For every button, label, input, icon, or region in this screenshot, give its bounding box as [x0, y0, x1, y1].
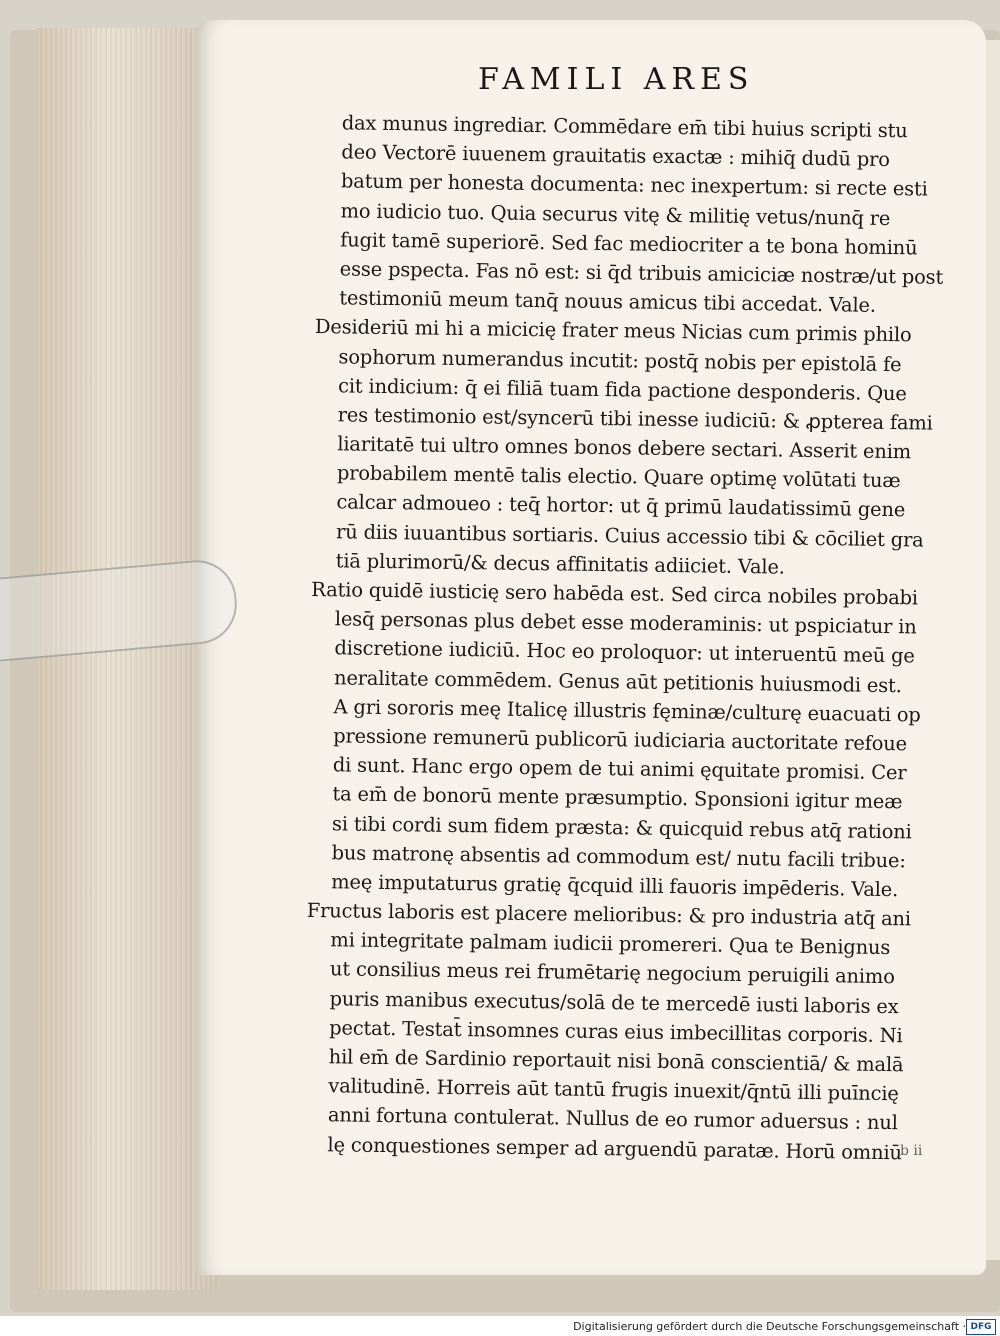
- text-line: lę conquestiones semper ad arguendū paratæ. Horū omniū: [327, 1132, 902, 1164]
- text-line: neralitate commēdem. Genus aūt petitionis huiusmodi est.: [333, 665, 902, 697]
- text-line: rū diis iuuantibus sortiaris. Cuius accessio tibi & cōciliet gra: [335, 519, 924, 552]
- text-line: lesq̄ personas plus debet esse moderaminis: ut pspiciatur in: [334, 607, 917, 639]
- text-line: meę imputaturus gratię q̄cquid illi fauoris impēderis. Vale.: [331, 870, 899, 902]
- funding-credit: Digitalisierung gefördert durch die Deutsche Forschungsgemeinschaft ·: [573, 1320, 966, 1333]
- text-line: pressione remunerū publicorū iudiciaria auctoritate refoue: [333, 724, 908, 756]
- dfg-logo: DFG: [966, 1319, 996, 1335]
- body-text: [303, 108, 958, 1168]
- text-line: cit indicium: q̄ ei filiā tuam fida pactione desponderis. Que: [337, 373, 907, 405]
- text-line: liaritatē tui ultro omnes bonos debere sectari. Asserit enim: [337, 432, 912, 464]
- running-title: FAMILI ARES: [478, 62, 755, 97]
- footer-bar: [0, 1316, 1000, 1336]
- text-line: tiā plurimorū/& decus affinitatis adiiciet. Vale.: [335, 549, 785, 579]
- text-line: sophorum numerandus incutit: postq̄ nobis per epistolā fe: [338, 344, 902, 376]
- text-line: calcar admoueo : teq̄ hortor: ut q̄ primū laudatissimū gene: [336, 490, 906, 522]
- text-line: ta em̄ de bonorū mente præsumptio. Sponsioni igitur meæ: [332, 782, 903, 814]
- text-line: batum per honesta documenta: nec inexpertum: si recte esti: [340, 169, 928, 201]
- text-line: puris manibus executus/solā de te mercedē iusti laboris ex: [329, 986, 899, 1018]
- text-line: testimoniū meum tanq̄ nouus amicus tibi accedat. Vale.: [339, 286, 876, 317]
- text-line: deo Vectorē iuuenem grauitatis exactæ : mihiq̄ dudū pro: [341, 140, 890, 172]
- text-line: mi integritate palmam iudicii promereri. Qua te Benignus: [330, 928, 891, 960]
- text-line: res testimonio est/syncerū tibi inesse iudiciū: & ꝓpterea fami: [337, 403, 933, 435]
- text-line: valitudinē. Horreis aūt tantū frugis inuexit/q̄ntū illi puīncię: [328, 1074, 899, 1106]
- text-line: hil em̄ de Sardinio reportauit nisi bonā conscientiā/ & malā: [328, 1045, 904, 1077]
- text-line: A gri sororis meę Italicę illustris fęminæ/culturę euacuati op: [333, 695, 921, 727]
- text-line: ut consilius meus rei frumētarię negocium peruigili animo: [329, 957, 895, 989]
- page-edges: [38, 28, 218, 1290]
- text-line: Desideriū mi hi a micicię frater meus Nicias cum primis philo: [314, 315, 912, 347]
- text-line: si tibi cordi sum fidem præsta: & quicquid rebus atq̄ rationi: [331, 811, 912, 843]
- signature-mark: b ii: [900, 1143, 923, 1159]
- text-line: anni fortuna contulerat. Nullus de eo rumor aduersus : nul: [327, 1103, 898, 1135]
- text-line: probabilem mentē talis electio. Quare optimę volūtati tuæ: [336, 461, 901, 493]
- text-line: pectat. Testat̄ insomnes curas eius imbecillitas corporis. Ni: [329, 1016, 903, 1048]
- text-line: mo iudicio tuo. Quia securus vitę & militię vetus/nunq̄ re: [340, 198, 891, 230]
- text-line: Ratio quidē iusticię sero habēda est. Sed circa nobiles probabi: [311, 577, 919, 610]
- text-line: fugit tamē superiorē. Sed fac mediocriter a te bona hominū: [340, 228, 918, 260]
- text-line: esse pspecta. Fas nō est: si q̄d tribuis amiciciæ nostræ/ut post: [339, 257, 944, 289]
- text-line: Fructus laboris est placere melioribus: & pro industria atq̄ ani: [306, 898, 912, 931]
- text-line: di sunt. Hanc ergo opem de tui animi ęquitate promisi. Cer: [332, 753, 907, 785]
- text-line: bus matronę absentis ad commodum est/ nutu facili tribue:: [331, 840, 906, 872]
- text-line: dax munus ingrediar. Commēdare em̄ tibi huius scripti stu: [341, 111, 908, 143]
- text-line: discretione iudiciū. Hoc eo proloquor: ut interuentū meū ge: [334, 636, 915, 668]
